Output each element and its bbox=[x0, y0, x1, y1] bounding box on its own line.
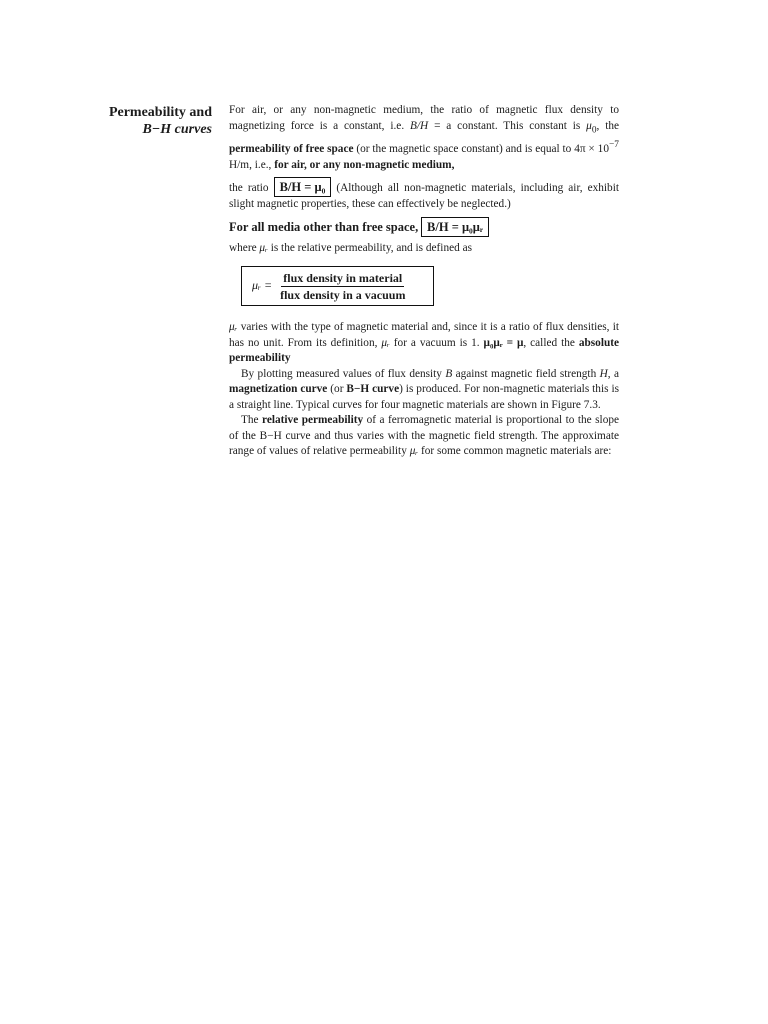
p1-ratio: B/H bbox=[410, 119, 429, 132]
paragraph-7 bbox=[229, 413, 619, 460]
p4-text-2: is the relative permeability, and is defined as bbox=[267, 241, 472, 254]
p6-H: H bbox=[599, 367, 608, 380]
p6-B: B bbox=[445, 367, 453, 380]
heading-line-2: B−H curves bbox=[142, 122, 212, 137]
heading-line-1: Permeability and bbox=[108, 105, 212, 120]
p1-text-3: , the bbox=[596, 119, 619, 132]
media-ratio-box: B/H = μ₀μᵣ bbox=[421, 217, 489, 237]
p6-text-1: By plotting measured values of flux density bbox=[241, 367, 446, 380]
p5-mur-2: μᵣ bbox=[381, 336, 390, 349]
p7-bold: relative permeability bbox=[262, 414, 364, 427]
p5-text-3: , called the bbox=[523, 336, 579, 349]
paragraph-5 bbox=[229, 320, 619, 367]
p3-label: For all media other than free space, bbox=[229, 219, 419, 234]
p6-bold-1: magnetization curve bbox=[229, 383, 328, 396]
p6-bold-2: B−H curve bbox=[346, 383, 400, 396]
p5-text-2: for a vacuum is 1. bbox=[389, 336, 480, 349]
p6-text-4: (or bbox=[327, 383, 347, 396]
formula-denominator: flux density in a vacuum bbox=[280, 287, 406, 302]
body-text bbox=[229, 103, 619, 460]
section-heading bbox=[96, 104, 212, 138]
p4-mur: μᵣ bbox=[259, 241, 268, 254]
p7-text-1: The bbox=[241, 414, 263, 427]
paragraph-2 bbox=[229, 177, 619, 213]
formula-lhs: μᵣ = bbox=[252, 278, 273, 293]
p6-text-2: against magnetic field strength bbox=[452, 367, 600, 380]
p1-text-1: For air, or any non-magnetic medium, the ratio of magnetic flux density to magnetizing force is a constant, i.e. bbox=[229, 104, 619, 132]
formula-fraction bbox=[278, 270, 407, 303]
p1-text-2: = a constant. This constant is bbox=[428, 119, 587, 132]
p2-text-2: (Although all non-magnetic materials, including air, exhibit slight magnetic properties, these can effectively be neglected.) bbox=[229, 182, 619, 211]
p1-bold-1: permeability of free space bbox=[229, 143, 354, 156]
p5-text-1: varies with the type of magnetic material and, since it is a ratio of flux densities, it has no unit. From its definition, bbox=[229, 321, 619, 349]
p5-equation: μ₀μᵣ = μ bbox=[483, 336, 524, 349]
p1-text-4: (or the magnetic space constant) and is equal to 4π × 10 bbox=[353, 143, 609, 156]
p6-text-5: ) is produced. For non-magnetic materials this is a straight line. Typical curves for four magnetic materials are shown in Figure 7.3. bbox=[229, 383, 619, 411]
formula-numerator: flux density in material bbox=[283, 270, 403, 285]
p1-mu-sub: 0 bbox=[591, 124, 597, 135]
p7-text-3: for some common magnetic materials are: bbox=[418, 445, 612, 458]
p1-exponent: −7 bbox=[608, 140, 619, 151]
p6-text-3: , a bbox=[607, 367, 619, 380]
p1-mu: μ bbox=[586, 119, 592, 132]
p1-text-5: H/m, i.e., bbox=[229, 158, 275, 171]
p5-bold: absolute permeability bbox=[229, 336, 620, 365]
p4-text-1: where bbox=[229, 241, 260, 254]
paragraph-3 bbox=[229, 217, 619, 237]
paragraph-1 bbox=[229, 103, 619, 173]
p1-bold-2: for air, or any non-magnetic medium, bbox=[274, 158, 455, 171]
p2-text-1: the ratio bbox=[229, 182, 274, 195]
paragraph-4 bbox=[229, 241, 619, 257]
p5-mur: μᵣ bbox=[229, 321, 238, 334]
relative-permeability-formula-box bbox=[241, 266, 434, 306]
paragraph-6 bbox=[229, 367, 619, 414]
p7-text-2: of a ferromagnetic material is proportional to the slope of the B−H curve and thus varies with the magnetic field strength. The approximate range of values of relative permeability bbox=[229, 414, 620, 458]
free-space-ratio-box: B/H = μ₀ bbox=[274, 177, 332, 197]
p7-mur: μᵣ bbox=[409, 445, 419, 458]
